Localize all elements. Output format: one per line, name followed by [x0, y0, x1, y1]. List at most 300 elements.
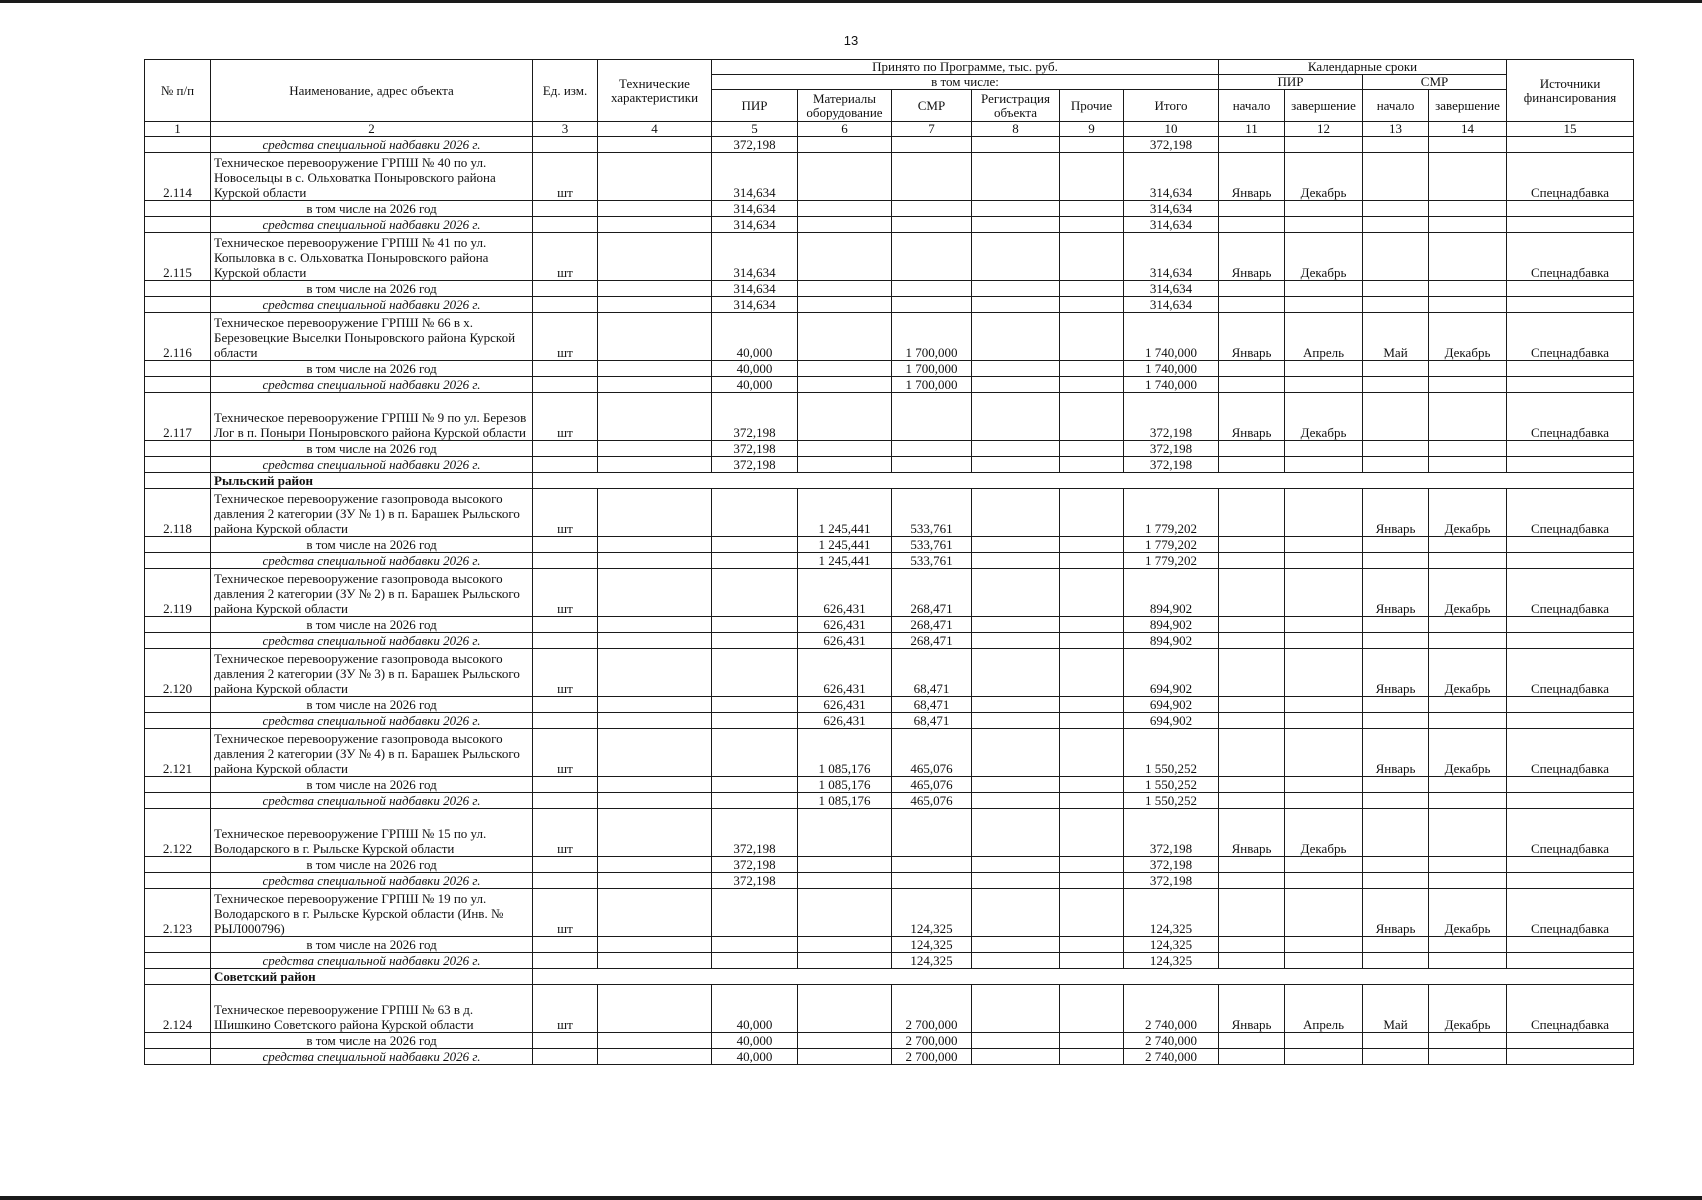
pir-end-cell	[1285, 697, 1363, 713]
tech-cell	[598, 233, 712, 281]
pir-value	[712, 617, 798, 633]
pir-start-cell	[1219, 873, 1285, 889]
registration-value	[972, 617, 1060, 633]
other-value	[1060, 1049, 1124, 1065]
smr-start-cell	[1363, 233, 1429, 281]
unit-cell: шт	[533, 985, 598, 1033]
tech-cell	[598, 1049, 712, 1065]
total-value: 314,634	[1124, 153, 1219, 201]
col-number: 15	[1507, 122, 1634, 137]
total-value: 694,902	[1124, 713, 1219, 729]
smr-end-cell	[1429, 137, 1507, 153]
pir-value: 314,634	[712, 201, 798, 217]
smr-end-cell	[1429, 697, 1507, 713]
smr-value: 465,076	[892, 793, 972, 809]
row-number	[145, 873, 211, 889]
table-row	[145, 713, 1634, 729]
unit-cell: шт	[533, 233, 598, 281]
row-number: 2.122	[145, 809, 211, 857]
row-number: 2.120	[145, 649, 211, 697]
pir-end-cell	[1285, 537, 1363, 553]
pir-value	[712, 633, 798, 649]
row-number	[145, 361, 211, 377]
unit-cell	[533, 361, 598, 377]
source-cell	[1507, 217, 1634, 233]
source-cell: Спецнадбавка	[1507, 649, 1634, 697]
row-number	[145, 617, 211, 633]
unit-cell: шт	[533, 649, 598, 697]
tech-cell	[598, 713, 712, 729]
header-smr-start: начало	[1363, 90, 1429, 122]
other-value	[1060, 457, 1124, 473]
materials-value: 1 245,441	[798, 489, 892, 537]
pir-value	[712, 713, 798, 729]
unit-cell	[533, 713, 598, 729]
total-value: 124,325	[1124, 937, 1219, 953]
object-name: Техническое перевооружение ГРПШ № 40 по ул. Новосельцы в с. Ольховатка Поныровского района Курской области	[211, 153, 533, 201]
registration-value	[972, 441, 1060, 457]
materials-value: 1 085,176	[798, 793, 892, 809]
smr-end-cell	[1429, 953, 1507, 969]
pir-value: 40,000	[712, 361, 798, 377]
unit-cell: шт	[533, 393, 598, 441]
header-num: № п/п	[145, 60, 211, 122]
object-name: средства специальной надбавки 2026 г.	[211, 457, 533, 473]
table-row	[145, 553, 1634, 569]
source-cell	[1507, 857, 1634, 873]
pir-start-cell	[1219, 377, 1285, 393]
total-value: 1 740,000	[1124, 361, 1219, 377]
smr-value: 1 700,000	[892, 377, 972, 393]
materials-value	[798, 137, 892, 153]
registration-value	[972, 553, 1060, 569]
pir-end-cell: Декабрь	[1285, 153, 1363, 201]
smr-start-cell	[1363, 553, 1429, 569]
col-number: 7	[892, 122, 972, 137]
smr-start-cell: Январь	[1363, 729, 1429, 777]
registration-value	[972, 857, 1060, 873]
registration-value	[972, 217, 1060, 233]
smr-end-cell	[1429, 809, 1507, 857]
registration-value	[972, 889, 1060, 937]
smr-start-cell	[1363, 457, 1429, 473]
total-value: 1 550,252	[1124, 777, 1219, 793]
smr-end-cell: Декабрь	[1429, 649, 1507, 697]
total-value: 694,902	[1124, 697, 1219, 713]
pir-start-cell	[1219, 633, 1285, 649]
unit-cell	[533, 281, 598, 297]
pir-value: 372,198	[712, 809, 798, 857]
tech-cell	[598, 633, 712, 649]
pir-end-cell: Декабрь	[1285, 809, 1363, 857]
tech-cell	[598, 377, 712, 393]
smr-end-cell	[1429, 281, 1507, 297]
pir-start-cell: Январь	[1219, 809, 1285, 857]
object-name: в том числе на 2026 год	[211, 937, 533, 953]
header-total: Итого	[1124, 90, 1219, 122]
smr-value	[892, 217, 972, 233]
source-cell: Спецнадбавка	[1507, 489, 1634, 537]
table-body	[145, 137, 1634, 1065]
smr-value: 68,471	[892, 649, 972, 697]
source-cell: Спецнадбавка	[1507, 233, 1634, 281]
total-value: 894,902	[1124, 617, 1219, 633]
materials-value	[798, 873, 892, 889]
tech-cell	[598, 569, 712, 617]
total-value: 372,198	[1124, 457, 1219, 473]
smr-start-cell	[1363, 153, 1429, 201]
object-name: в том числе на 2026 год	[211, 777, 533, 793]
program-table	[144, 59, 1634, 1065]
smr-start-cell	[1363, 633, 1429, 649]
col-number: 6	[798, 122, 892, 137]
pir-start-cell	[1219, 649, 1285, 697]
source-cell	[1507, 1033, 1634, 1049]
col-number: 2	[211, 122, 533, 137]
header-pir: ПИР	[712, 90, 798, 122]
registration-value	[972, 985, 1060, 1033]
header-tech: Технические характеристики	[598, 60, 712, 122]
row-number: 2.118	[145, 489, 211, 537]
object-name: Техническое перевооружение ГРПШ № 9 по ул. Березов Лог в п. Поныри Поныровского района Курской области	[211, 393, 533, 441]
table-row	[145, 873, 1634, 889]
total-value: 1 779,202	[1124, 489, 1219, 537]
col-number: 8	[972, 122, 1060, 137]
unit-cell	[533, 633, 598, 649]
smr-end-cell	[1429, 537, 1507, 553]
registration-value	[972, 137, 1060, 153]
table-row	[145, 377, 1634, 393]
smr-value: 124,325	[892, 937, 972, 953]
pir-end-cell	[1285, 793, 1363, 809]
object-name: в том числе на 2026 год	[211, 201, 533, 217]
other-value	[1060, 233, 1124, 281]
table-row	[145, 857, 1634, 873]
registration-value	[972, 201, 1060, 217]
smr-start-cell	[1363, 937, 1429, 953]
pir-end-cell	[1285, 441, 1363, 457]
registration-value	[972, 393, 1060, 441]
materials-value: 626,431	[798, 713, 892, 729]
row-number	[145, 457, 211, 473]
object-name: средства специальной надбавки 2026 г.	[211, 793, 533, 809]
materials-value	[798, 937, 892, 953]
col-number: 1	[145, 122, 211, 137]
materials-value	[798, 457, 892, 473]
smr-start-cell: Январь	[1363, 889, 1429, 937]
smr-end-cell	[1429, 441, 1507, 457]
other-value	[1060, 569, 1124, 617]
object-name: средства специальной надбавки 2026 г.	[211, 137, 533, 153]
materials-value: 626,431	[798, 697, 892, 713]
unit-cell	[533, 297, 598, 313]
smr-value	[892, 809, 972, 857]
pir-end-cell	[1285, 137, 1363, 153]
smr-start-cell	[1363, 713, 1429, 729]
other-value	[1060, 985, 1124, 1033]
smr-end-cell	[1429, 297, 1507, 313]
row-number	[145, 969, 211, 985]
table-row	[145, 937, 1634, 953]
object-row	[145, 233, 1634, 281]
pir-start-cell	[1219, 697, 1285, 713]
tech-cell	[598, 889, 712, 937]
source-cell: Спецнадбавка	[1507, 985, 1634, 1033]
smr-value: 1 700,000	[892, 313, 972, 361]
other-value	[1060, 553, 1124, 569]
table-row	[145, 201, 1634, 217]
header-unit: Ед. изм.	[533, 60, 598, 122]
pir-start-cell: Январь	[1219, 153, 1285, 201]
header-pir-start: начало	[1219, 90, 1285, 122]
other-value	[1060, 441, 1124, 457]
pir-start-cell	[1219, 729, 1285, 777]
tech-cell	[598, 553, 712, 569]
materials-value	[798, 361, 892, 377]
smr-end-cell: Декабрь	[1429, 729, 1507, 777]
col-number: 3	[533, 122, 598, 137]
smr-end-cell	[1429, 713, 1507, 729]
table-row	[145, 697, 1634, 713]
table-row	[145, 457, 1634, 473]
pir-value: 40,000	[712, 1049, 798, 1065]
table-row	[145, 777, 1634, 793]
col-number: 10	[1124, 122, 1219, 137]
pir-value	[712, 489, 798, 537]
smr-end-cell	[1429, 233, 1507, 281]
pir-end-cell	[1285, 297, 1363, 313]
table-row	[145, 793, 1634, 809]
registration-value	[972, 489, 1060, 537]
source-cell	[1507, 617, 1634, 633]
materials-value	[798, 953, 892, 969]
tech-cell	[598, 953, 712, 969]
source-cell: Спецнадбавка	[1507, 393, 1634, 441]
registration-value	[972, 281, 1060, 297]
materials-value	[798, 985, 892, 1033]
registration-value	[972, 537, 1060, 553]
pir-value: 314,634	[712, 297, 798, 313]
table-row	[145, 137, 1634, 153]
smr-value	[892, 153, 972, 201]
object-name: в том числе на 2026 год	[211, 441, 533, 457]
smr-end-cell	[1429, 633, 1507, 649]
tech-cell	[598, 1033, 712, 1049]
object-name: Техническое перевооружение газопровода высокого давления 2 категории (ЗУ № 4) в п. Барашек Рыльского района Курской области	[211, 729, 533, 777]
total-value: 372,198	[1124, 441, 1219, 457]
smr-end-cell	[1429, 393, 1507, 441]
pir-end-cell	[1285, 777, 1363, 793]
materials-value	[798, 281, 892, 297]
smr-value	[892, 137, 972, 153]
pir-value	[712, 889, 798, 937]
smr-start-cell	[1363, 377, 1429, 393]
unit-cell: шт	[533, 489, 598, 537]
other-value	[1060, 361, 1124, 377]
object-name: средства специальной надбавки 2026 г.	[211, 377, 533, 393]
pir-value	[712, 937, 798, 953]
object-name: Техническое перевооружение газопровода высокого давления 2 категории (ЗУ № 2) в п. Барашек Рыльского района Курской области	[211, 569, 533, 617]
header-other: Прочие	[1060, 90, 1124, 122]
pir-start-cell	[1219, 1049, 1285, 1065]
scan-edge-bottom	[0, 1196, 1702, 1200]
tech-cell	[598, 857, 712, 873]
table-row	[145, 281, 1634, 297]
pir-start-cell	[1219, 441, 1285, 457]
unit-cell: шт	[533, 729, 598, 777]
row-number: 2.121	[145, 729, 211, 777]
pir-end-cell	[1285, 633, 1363, 649]
row-number	[145, 937, 211, 953]
other-value	[1060, 857, 1124, 873]
unit-cell	[533, 697, 598, 713]
source-cell	[1507, 1049, 1634, 1065]
pir-value	[712, 697, 798, 713]
materials-value	[798, 233, 892, 281]
object-row	[145, 649, 1634, 697]
row-number	[145, 473, 211, 489]
object-row	[145, 809, 1634, 857]
smr-start-cell	[1363, 217, 1429, 233]
district-filler	[533, 969, 1634, 985]
pir-value: 372,198	[712, 441, 798, 457]
registration-value	[972, 873, 1060, 889]
pir-end-cell: Апрель	[1285, 313, 1363, 361]
unit-cell	[533, 201, 598, 217]
unit-cell	[533, 553, 598, 569]
registration-value	[972, 809, 1060, 857]
tech-cell	[598, 201, 712, 217]
object-name: Техническое перевооружение ГРПШ № 15 по ул. Володарского в г. Рыльске Курской области	[211, 809, 533, 857]
smr-value	[892, 233, 972, 281]
registration-value	[972, 697, 1060, 713]
pir-start-cell	[1219, 937, 1285, 953]
materials-value: 1 085,176	[798, 729, 892, 777]
tech-cell	[598, 729, 712, 777]
smr-end-cell	[1429, 377, 1507, 393]
row-number: 2.116	[145, 313, 211, 361]
pir-start-cell	[1219, 889, 1285, 937]
pir-end-cell	[1285, 457, 1363, 473]
pir-value: 372,198	[712, 873, 798, 889]
materials-value	[798, 201, 892, 217]
row-number: 2.117	[145, 393, 211, 441]
smr-start-cell	[1363, 777, 1429, 793]
source-cell	[1507, 297, 1634, 313]
materials-value	[798, 393, 892, 441]
pir-end-cell	[1285, 873, 1363, 889]
object-name: средства специальной надбавки 2026 г.	[211, 297, 533, 313]
smr-start-cell: Январь	[1363, 489, 1429, 537]
pir-start-cell	[1219, 297, 1285, 313]
pir-start-cell	[1219, 201, 1285, 217]
pir-end-cell	[1285, 1049, 1363, 1065]
pir-value	[712, 569, 798, 617]
row-number	[145, 1033, 211, 1049]
object-row	[145, 489, 1634, 537]
smr-value: 533,761	[892, 489, 972, 537]
smr-end-cell	[1429, 217, 1507, 233]
registration-value	[972, 297, 1060, 313]
pir-value	[712, 537, 798, 553]
tech-cell	[598, 297, 712, 313]
row-number: 2.124	[145, 985, 211, 1033]
object-row	[145, 889, 1634, 937]
registration-value	[972, 793, 1060, 809]
source-cell	[1507, 553, 1634, 569]
smr-start-cell	[1363, 297, 1429, 313]
header-cal-pir: ПИР	[1219, 75, 1363, 90]
smr-value: 1 700,000	[892, 361, 972, 377]
pir-start-cell	[1219, 569, 1285, 617]
pir-start-cell	[1219, 793, 1285, 809]
pir-start-cell	[1219, 217, 1285, 233]
header-cal-smr: СМР	[1363, 75, 1507, 90]
object-row	[145, 729, 1634, 777]
unit-cell	[533, 617, 598, 633]
pir-end-cell	[1285, 489, 1363, 537]
smr-value	[892, 857, 972, 873]
pir-start-cell	[1219, 617, 1285, 633]
registration-value	[972, 633, 1060, 649]
unit-cell	[533, 793, 598, 809]
total-value: 124,325	[1124, 889, 1219, 937]
smr-end-cell	[1429, 1049, 1507, 1065]
tech-cell	[598, 137, 712, 153]
row-number	[145, 793, 211, 809]
other-value	[1060, 889, 1124, 937]
registration-value	[972, 777, 1060, 793]
tech-cell	[598, 217, 712, 233]
pir-end-cell: Декабрь	[1285, 393, 1363, 441]
district-row	[145, 969, 1634, 985]
pir-start-cell: Январь	[1219, 985, 1285, 1033]
smr-value: 2 700,000	[892, 1033, 972, 1049]
tech-cell	[598, 697, 712, 713]
other-value	[1060, 777, 1124, 793]
unit-cell	[533, 857, 598, 873]
smr-end-cell	[1429, 153, 1507, 201]
pir-value: 314,634	[712, 217, 798, 233]
other-value	[1060, 953, 1124, 969]
unit-cell	[533, 937, 598, 953]
pir-start-cell	[1219, 137, 1285, 153]
pir-value	[712, 793, 798, 809]
smr-end-cell: Декабрь	[1429, 985, 1507, 1033]
smr-value	[892, 441, 972, 457]
other-value	[1060, 937, 1124, 953]
source-cell	[1507, 441, 1634, 457]
smr-value	[892, 457, 972, 473]
header-smr-end: завершение	[1429, 90, 1507, 122]
materials-value: 626,431	[798, 617, 892, 633]
col-number: 11	[1219, 122, 1285, 137]
source-cell	[1507, 457, 1634, 473]
other-value	[1060, 713, 1124, 729]
tech-cell	[598, 361, 712, 377]
total-value: 694,902	[1124, 649, 1219, 697]
pir-value: 372,198	[712, 393, 798, 441]
smr-end-cell	[1429, 873, 1507, 889]
district-name: Рыльский район	[211, 473, 533, 489]
object-name: в том числе на 2026 год	[211, 857, 533, 873]
smr-start-cell	[1363, 361, 1429, 377]
materials-value: 626,431	[798, 569, 892, 617]
tech-cell	[598, 649, 712, 697]
smr-end-cell	[1429, 201, 1507, 217]
other-value	[1060, 137, 1124, 153]
pir-start-cell	[1219, 1033, 1285, 1049]
